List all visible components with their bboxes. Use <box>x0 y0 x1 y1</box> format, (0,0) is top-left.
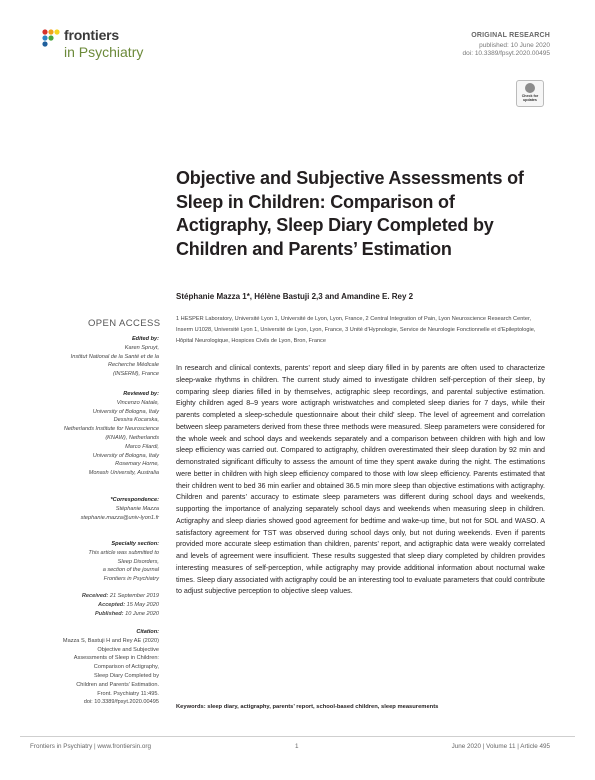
citation-label: Citation: <box>136 629 159 635</box>
accepted-date: Accepted: 15 May 2020 <box>98 601 159 608</box>
specialty-line: Frontiers in Psychiatry <box>103 576 159 583</box>
footer-issue-info: June 2020 | Volume 11 | Article 495 <box>451 743 550 750</box>
citation-section <box>20 628 159 707</box>
reviewer-line: University of Bologna, Italy <box>92 408 159 415</box>
frontiers-logo-icon <box>40 27 62 49</box>
correspondence-name: Stéphanie Mazza <box>115 505 159 512</box>
received-label: Received: <box>81 593 109 599</box>
keywords-label: Keywords: <box>176 704 206 710</box>
affiliations: 1 HESPER Laboratory, Université Lyon 1, Université de Lyon, Lyon, France, 2 Central Integration of Pain, Lyon Neuroscience Research Center, Inserm U1028, Université Lyon 1, Université de Lyon, Lyon, France, 3 Unité d’Hypnologie, Service de Neurologie Fonctionnelle et d’Epileptologie, Hôpital Neurologique, Hospices Civils de Lyon, Bron, France <box>176 316 536 344</box>
specialty-line: This article was submitted to <box>88 549 159 556</box>
reviewed-by-label: Reviewed by: <box>123 391 159 397</box>
specialty-line: Sleep Disorders, <box>117 558 159 565</box>
reviewer-line: Netherlands Institute for Neuroscience <box>63 426 159 433</box>
keywords-line <box>176 704 545 710</box>
citation-line: Assessments of Sleep in Children: <box>73 655 159 662</box>
accepted-label: Accepted: <box>98 601 126 608</box>
correspondence-label: *Correspondence: <box>110 497 159 503</box>
footer-divider <box>20 736 575 737</box>
check-for-updates-button[interactable] <box>516 80 544 107</box>
citation-line: Sleep Diary Completed by <box>94 672 159 679</box>
specialty-line: a section of the journal <box>102 567 159 574</box>
check-updates-icon <box>525 83 535 93</box>
specialty-label: Specialty section: <box>111 541 159 547</box>
journal-logo-subtitle: in Psychiatry <box>64 44 144 60</box>
correspondence-email-link[interactable]: stephanie.mazza@univ-lyon1.fr <box>80 514 159 521</box>
reviewer-line: Marco Filardi, <box>125 443 159 450</box>
citation-doi-link[interactable]: doi: 10.3389/fpsyt.2020.00495 <box>83 699 159 706</box>
published-date: published: 10 June 2020 <box>479 42 550 49</box>
abstract-text: In research and clinical contexts, parents’ report and sleep diary filled in by parents are often used to characterize sleep-wake rhythms in children. The current study aimed to investigate children self-perception of their sleep, by comparing sleep diaries filled in by themselves, actigraphic sleep recordings, and parental subjective estimation. Eighty children aged 8–9 years wore actigraph wristwatches and completed sleep diaries for 7 days, while their parents completed a sleep-schedule questionnaire about their child’ sleep. The level of agreement and correlation between sleep parameters derived from these three methods were measured. Sleep parameters were considered for the whole week and school days and weekends separately and a comparison between children with high and low sleep efficiency was carried out. Compared to actigraphy, children overestimated their sleep duration by 92 min and demonstrated significant difficulty to assess the amount of time they spent awake during the night. The estimations were better in children with high sleep efficiency compared to those with low sleep efficiency. Parents estimated that their children went to bed 36 min earlier and obtained 36.5 min more sleep than objective estimations with actigraphy. Children and parents’ accuracy to estimate sleep parameters was different during school days and weekends, supporting the importance of analyzing separately school days and weekends when measuring sleep in children. Actigraphy and sleep diaries showed good agreement for bedtime and wake-up time, but not for SOL and WASO. A satisfactory agreement for TST was observed during school days only, but not during weekends. Even if parents provided more accurate sleep estimation than children, parents’ report, and actigraphic data were weakly correlated and levels of agreement were insufficient. These results suggested that sleep diary completed by children provides interesting measures of self-perception, while actigraphy may provide additional information about nocturnal wake times. Sleep diary associated with actigraphy could be an interesting tool to evaluate parameters that could contribute to adjust subjective perception to objective sleep values. <box>176 364 545 596</box>
citation-line: Front. Psychiatry 11:495. <box>97 690 159 697</box>
reviewer-line: Rosemary Horne, <box>115 461 159 468</box>
reviewer-line: University of Bologna, Italy <box>92 452 159 459</box>
reviewer-line: (KNAW), Netherlands <box>105 434 159 441</box>
citation-line: Comparison of Actigraphy, <box>93 664 159 671</box>
editor-line: Karen Spruyt, <box>124 344 159 351</box>
editor-line: Institut National de la Santé et de la <box>70 353 159 360</box>
editor-line: Recherche Médicale <box>108 362 159 369</box>
dates-section <box>20 592 159 618</box>
journal-logo-name: frontiers <box>64 27 119 43</box>
edited-by-section <box>20 335 159 379</box>
keywords-values: sleep diary, actigraphy, parents’ report, school-based children, sleep measurements <box>207 704 439 710</box>
citation-line: Children and Parents’ Estimation. <box>76 681 159 688</box>
author-list: Stéphanie Mazza 1*, Hélène Bastuji 2,3 and Amandine E. Rey 2 <box>176 292 414 301</box>
footer-journal-link[interactable]: Frontiers in Psychiatry | www.frontiersin.org <box>30 743 151 750</box>
reviewer-line: Dessira Kocarska, <box>113 417 159 424</box>
editor-line: (INSERM), France <box>113 371 159 378</box>
published-sidebar-date: Published: 10 June 2020 <box>94 610 159 617</box>
article-type: ORIGINAL RESEARCH <box>471 32 550 39</box>
reviewer-line: Vincenzo Natale, <box>116 399 159 406</box>
article-title: Objective and Subjective Assessments of Sleep in Children: Comparison of Actigraphy, Sleep Diary Completed by Children and Parents’ Estimation <box>176 168 524 259</box>
received-date: Received: 21 September 2019 <box>81 593 159 599</box>
specialty-section <box>20 540 159 584</box>
open-access-label: OPEN ACCESS <box>88 318 161 329</box>
published-label: Published: <box>94 610 124 617</box>
page-number: 1 <box>295 743 299 750</box>
citation-line: Mazza S, Bastuji H and Rey AE (2020) <box>62 637 159 644</box>
correspondence-section <box>20 496 159 522</box>
doi-link[interactable]: doi: 10.3389/fpsyt.2020.00495 <box>462 50 550 57</box>
citation-line: Objective and Subjective <box>97 646 159 653</box>
reviewer-line: Monash University, Australia <box>88 470 159 477</box>
reviewed-by-section <box>20 390 159 478</box>
check-updates-label: Check for updates <box>521 94 539 103</box>
edited-by-label: Edited by: <box>131 336 159 342</box>
